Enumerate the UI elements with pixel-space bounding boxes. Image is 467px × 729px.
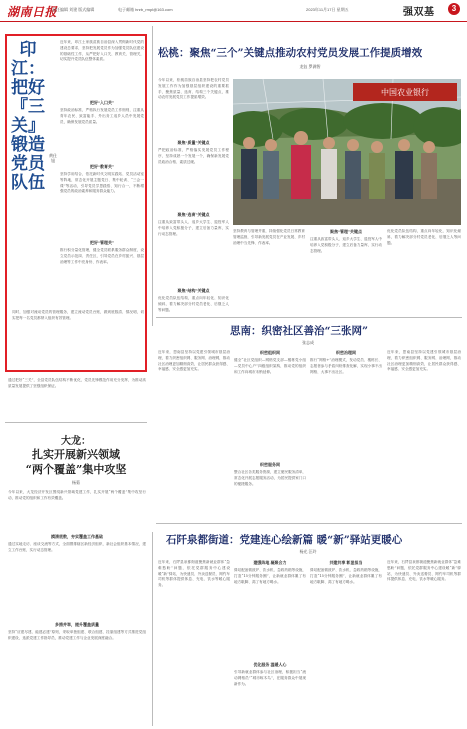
subheading: 建强阵地 凝聚合力 — [253, 560, 287, 565]
paragraph: 坚持教育与管理并重，持续强化党员日常教育管理监督，引导新发展党员在产业发展、乡村治理中当先锋、作表率。 — [233, 229, 305, 245]
section-divider — [156, 317, 462, 318]
news-photo-kiwi-orchard — [233, 79, 461, 225]
subheading: 把好“入口关” — [90, 100, 114, 105]
paragraph: 同时，加强对流动党员的管理服务，建立流动党员台账，做到底数清、情况明，切实把每一名党员都纳入组织有效管理。 — [12, 310, 144, 320]
column-divider — [152, 26, 153, 326]
paragraph: 优化党员队伍结构，重点向年轻化、知识化倾斜，着力解决部分村党员老化、后继乏人等问题。 — [387, 229, 461, 245]
column-divider — [152, 532, 153, 726]
headline-shiqian: 石阡泉都街道：党建连心绘新篇 暖“新”驿站更暖心 — [166, 534, 403, 546]
paragraph: 严把政治标准，严格落实发展党员工作程序，坚持成熟一个发展一个，确保新发展党员政治合格、素质过硬。 — [158, 148, 229, 164]
article-title-yinjiang: 印江： 把好 『三关』 锻造党员 队伍 — [11, 40, 45, 193]
photo-sign-text: 中国农业银行 — [381, 88, 429, 97]
paragraph: 坚持学用结合，依托新时代文明实践站、党员活动室等阵地，常态化开展主题党日、集中轮训、“三会一课”等活动，引导党员学思践悟、知行合一，不断增强党员的政治素养和服务群众能力。 — [60, 172, 144, 194]
subheading: 织密服务网 — [260, 462, 280, 467]
date-line: 2023年11月17日 星期五 — [306, 7, 349, 12]
subheading: 织密组织网 — [260, 350, 280, 355]
paragraph: 推行“网格+”治理模式，发动党员、楼栋长、志愿者参与矛盾纠纷排查化解，实现小事不出网格、大事不出社区。 — [310, 358, 382, 374]
article-author: 张志成 — [302, 340, 314, 345]
subheading: 织密治理网 — [336, 350, 356, 355]
article-author: 杨菊 — [72, 480, 80, 485]
subheading: 把好“教育关” — [90, 164, 114, 169]
subheading: 把好“管理关” — [90, 240, 114, 245]
paragraph: 坚持政治标准，严格执行发展党员工作细则，注重从青年农民、致富能手、外出务工返乡人员中发展党员，确保发展党员质量。 — [60, 108, 144, 124]
paragraph: 整合社区各类服务资源，建立便民服务清单，常态化开展志愿服务活动，为居民提供家门口的便捷服务。 — [234, 470, 306, 486]
paragraph: 今年以来，大龙经济开发区围绕新兴领域党建工作，扎实开展“两个覆盖”集中攻坚行动，推动党的组织和工作有效覆盖。 — [8, 490, 146, 500]
paragraph: 健全“社区党组织—网格党支部—楼栋党小组—党员中心户”四级组织架构，推动党的组织和工作向城市末梢延伸。 — [234, 358, 306, 374]
paragraph: 引导新就业群体参与社区治理，积极担当“流动网格员”“城市啄木鸟”，在服务群众中展现新作为。 — [234, 670, 306, 686]
paragraph: 驿站配备微波炉、饮水机、急救药箱等设施，打造“15分钟服务圈”，让新就业群体累了有地方歇脚、渴了有地方喝水。 — [234, 568, 306, 584]
paragraph: 近年来，思南县坚持以党建引领城市基层治理，着力织密组织网、服务网、治理网，推动社区治理更加精细高效，让居民群众获得感、幸福感、安全感更加充实。 — [158, 350, 230, 372]
page-number-badge: 3 — [448, 3, 460, 15]
paragraph: 近年来，石阡县泉都街道聚焦新就业群体“急难愁盼”问题，依托党群服务中心建设暖“新”驿站，为快递员、外卖送餐员、网约车司机等群体提供休息、充电、饮水等暖心服务。 — [387, 560, 461, 582]
paragraph: 今年以来，松桃苗族自治县坚持把农村党员发展工作作为加强基层组织建设的重要抓手，聚焦质量、选育、结构三个关键点，推动农村发展党员工作提质增效。 — [158, 78, 229, 100]
subheading: 聚焦“质量”关键点 — [177, 140, 210, 145]
paragraph: 坚持“应建尽建、能建必建”原则，采取单独组建、联合组建、挂靠组建等方式推进党组织建设，选派党建工作指导员，推动党建工作与企业发展深度融合。 — [8, 630, 146, 640]
section-divider — [156, 523, 462, 524]
subheading: 共建共享 彰显担当 — [329, 560, 363, 565]
email-line: 电子邮箱 hnrb_rmpl@163.com — [118, 7, 173, 12]
paragraph: 通过把好“三关”，全县党员队伍结构不断优化，党员先锋模范作用充分发挥，为推动高质量发展提供了坚强组织保证。 — [8, 378, 146, 388]
editor-line: 责任编辑 刘建 版式编辑 — [52, 7, 95, 12]
headline-songtao: 松桃：聚焦“三个”关键点推动农村党员发展工作提质增效 — [158, 47, 423, 59]
article-author: 龙钰 罗满智 — [299, 64, 321, 69]
subheading: 聚焦“管理”关键点 — [330, 229, 362, 234]
paragraph: 优化党员队伍结构，重点向年轻化、知识化倾斜，着力解决部分村党员老化、后继乏人等问题。 — [158, 296, 229, 312]
article-author: 杨光 汪玲 — [299, 549, 317, 554]
article-author: 黄仕旭 — [49, 153, 57, 163]
paragraph: 驿站配备微波炉、饮水机、急救药箱等设施，打造“15分钟服务圈”，让新就业群体累了有地方歇脚、渴了有地方喝水。 — [310, 568, 382, 584]
headline-dalong-2: 扎实开展新兴领域 — [32, 448, 120, 461]
paragraph: 近年来，思南县坚持以党建引领城市基层治理，着力织密组织网、服务网、治理网，推动社区治理更加精细高效，让居民群众获得感、幸福感、安全感更加充实。 — [387, 350, 461, 372]
headline-sinan: 思南：织密社区善治“三张网” — [230, 325, 369, 337]
subheading: 多措并举，提升覆盖质量 — [55, 622, 99, 627]
section-divider — [5, 422, 147, 423]
paragraph: 推行积分量化管理，健全党员联系服务群众制度，设立党员示范岗、责任区，引导党员在乡村振兴、基层治理等工作中亮身份、作表率。 — [60, 248, 144, 264]
paragraph: 注重从致富带头人、返乡大学生、退役军人中培养入党积极分子，建立后备力量库，实行动态管理。 — [310, 237, 382, 253]
section-name: 强双基 — [403, 7, 435, 18]
paragraph: 近年来，石阡县泉都街道聚焦新就业群体“急难愁盼”问题，依托党群服务中心建设暖“新”驿站，为快递员、外卖送餐员、网约车司机等群体提供休息、充电、饮水等暖心服务。 — [158, 560, 230, 588]
headline-dalong-3: “两个覆盖”集中攻坚 — [25, 463, 127, 476]
paragraph: 近年来，印江土家族苗族自治县深入贯彻新时代党的建设总要求，坚持把发展党员作为加强党员队伍建设的基础性工作，从严把好入口关、教育关、管理关，切实提升党员队伍整体素质。 — [60, 40, 144, 62]
newspaper-logo: 湖南日报 — [7, 5, 58, 19]
subheading: 摸清底数，夯实覆盖工作基础 — [51, 534, 103, 539]
masthead — [0, 0, 467, 22]
subheading: 优化服务 温暖人心 — [253, 662, 287, 667]
paragraph: 通过实地走访、座谈交流等方式，全面摸排辖区新经济组织、新社会组织基本情况，建立工作台账，实行动态管理。 — [8, 542, 146, 552]
headline-dalong-1: 大龙： — [61, 436, 91, 447]
paragraph: 注重从致富带头人、返乡大学生、退役军人中培养入党积极分子，建立后备力量库，实行动态管理。 — [158, 220, 229, 236]
subheading: 聚焦“结构”关键点 — [177, 288, 210, 293]
subheading: 聚焦“选育”关键点 — [177, 212, 210, 217]
